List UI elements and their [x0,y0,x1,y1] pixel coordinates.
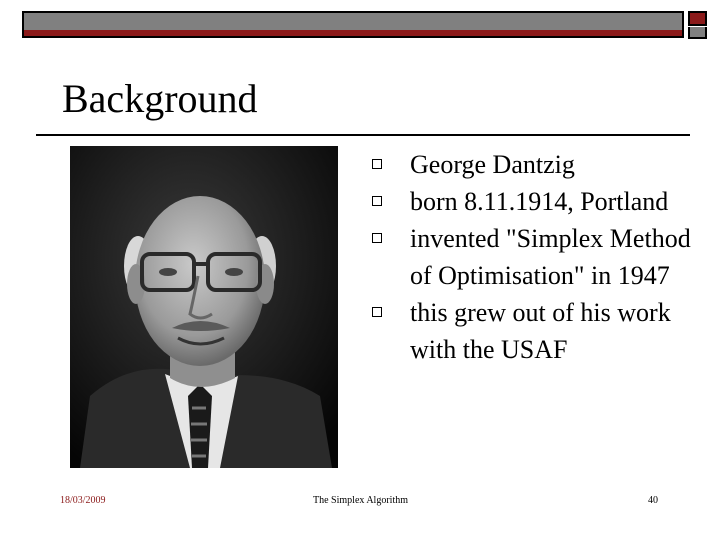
title-divider [36,134,690,136]
header-corner-red [688,11,707,26]
bullet-item [400,220,700,294]
square-bullet-icon [372,196,382,206]
bullet-list [400,146,700,368]
bullet-item [400,146,700,183]
bullet-text: born 8.11.1914, Portland [410,187,669,216]
header-bar-red [22,30,684,38]
portrait-photo [70,146,338,468]
bullet-item [400,183,700,220]
header-corner-gray [688,27,707,39]
footer-date: 18/03/2009 [60,495,106,506]
slide-title: Background [62,76,258,121]
square-bullet-icon [372,233,382,243]
square-bullet-icon [372,159,382,169]
bullet-item [400,294,700,368]
square-bullet-icon [372,307,382,317]
bullet-text: this grew out of his work with the USAF [410,298,671,364]
footer-title: The Simplex Algorithm [313,495,408,506]
bullet-text: invented "Simplex Method of Optimisation" in 1947 [410,224,691,290]
bullet-text: George Dantzig [410,150,575,179]
page-number: 40 [648,495,658,506]
